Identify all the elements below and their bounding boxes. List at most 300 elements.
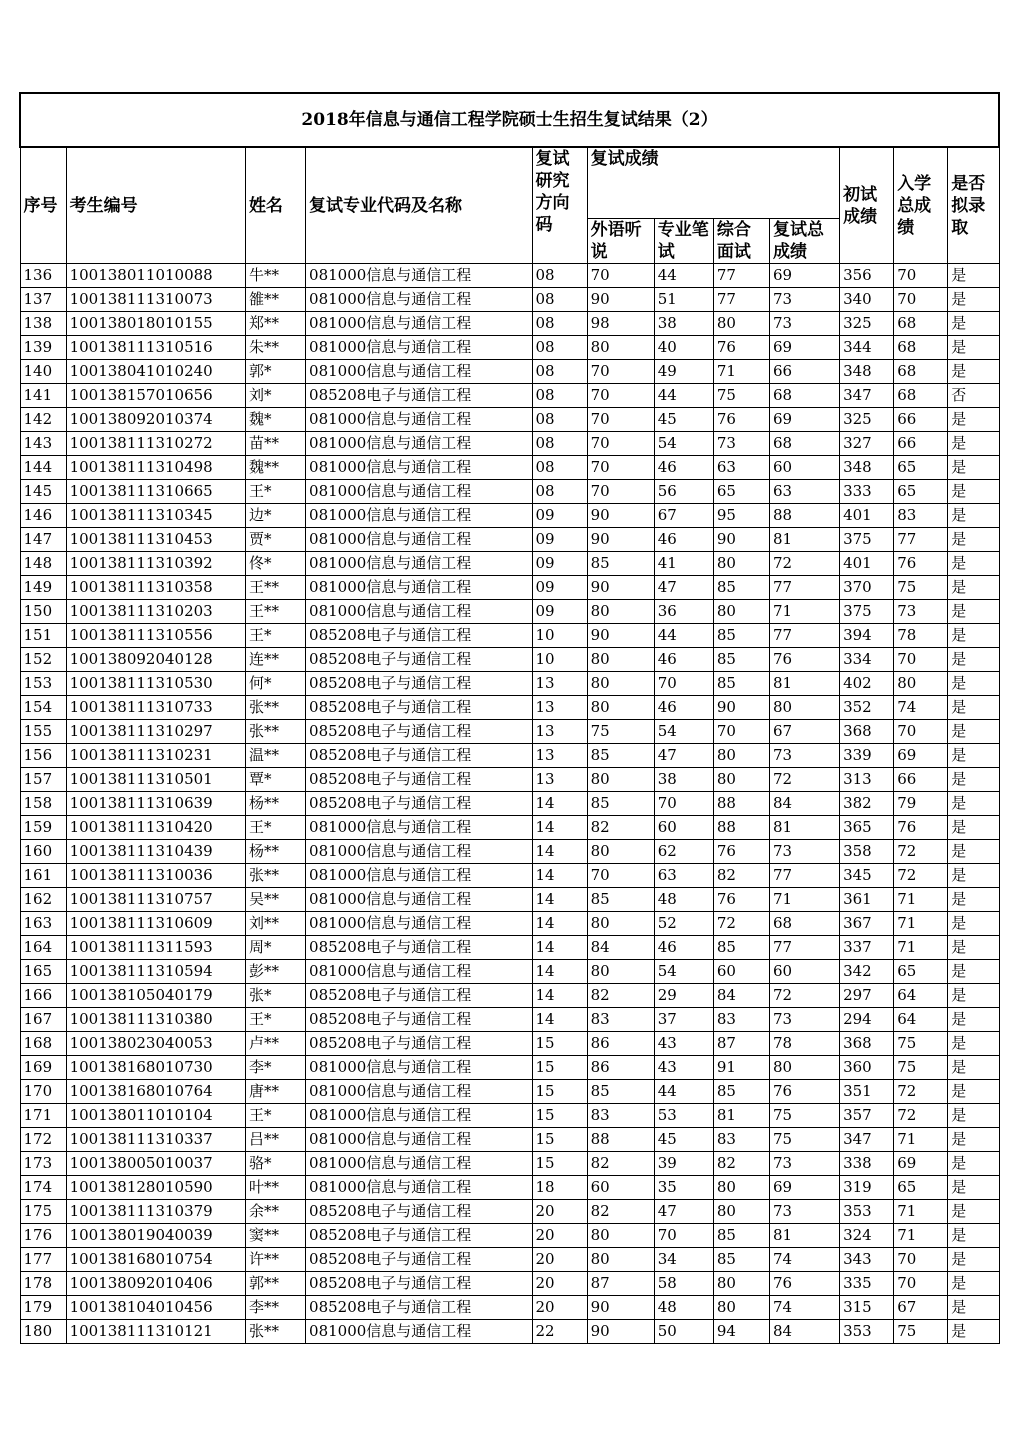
cell-admitted: 是 (948, 1200, 999, 1224)
cell-major-written: 47 (654, 1200, 713, 1224)
cell-exam-id: 100138111310530 (66, 672, 245, 696)
cell-retest-total: 76 (769, 648, 839, 672)
cell-direction: 09 (532, 600, 587, 624)
cell-name: 王* (245, 1008, 305, 1032)
cell-major: 081000信息与通信工程 (306, 1176, 532, 1200)
cell-major: 081000信息与通信工程 (306, 456, 532, 480)
cell-initial: 294 (840, 1008, 894, 1032)
cell-major: 081000信息与通信工程 (306, 408, 532, 432)
cell-major-written: 58 (654, 1272, 713, 1296)
cell-admission-total: 65 (894, 456, 948, 480)
cell-direction: 08 (532, 456, 587, 480)
cell-index: 155 (20, 720, 66, 744)
cell-name: 何* (245, 672, 305, 696)
cell-retest-total: 73 (769, 312, 839, 336)
cell-admitted: 是 (948, 1128, 999, 1152)
cell-name: 杨** (245, 792, 305, 816)
header-exam-id: 考生编号 (66, 147, 245, 264)
cell-admitted: 是 (948, 864, 999, 888)
cell-interview: 77 (713, 288, 769, 312)
cell-major-written: 51 (654, 288, 713, 312)
cell-initial: 357 (840, 1104, 894, 1128)
cell-exam-id: 100138111310733 (66, 696, 245, 720)
cell-retest-total: 60 (769, 960, 839, 984)
cell-initial: 382 (840, 792, 894, 816)
cell-initial: 367 (840, 912, 894, 936)
cell-initial: 375 (840, 600, 894, 624)
header-foreign-lang: 外语听说 (587, 219, 654, 264)
cell-major-written: 43 (654, 1056, 713, 1080)
cell-initial: 338 (840, 1152, 894, 1176)
table-row (20, 1176, 999, 1200)
cell-admitted: 是 (948, 336, 999, 360)
cell-index: 141 (20, 384, 66, 408)
cell-foreign-lang: 84 (587, 936, 654, 960)
cell-name: 窦** (245, 1224, 305, 1248)
cell-admission-total: 65 (894, 960, 948, 984)
cell-index: 170 (20, 1080, 66, 1104)
table-row (20, 264, 999, 288)
cell-name: 王** (245, 576, 305, 600)
cell-admission-total: 72 (894, 1080, 948, 1104)
cell-interview: 81 (713, 1104, 769, 1128)
cell-initial: 402 (840, 672, 894, 696)
cell-major: 081000信息与通信工程 (306, 840, 532, 864)
cell-index: 179 (20, 1296, 66, 1320)
table-row (20, 816, 999, 840)
cell-major: 081000信息与通信工程 (306, 504, 532, 528)
cell-name: 刘* (245, 384, 305, 408)
cell-major-written: 44 (654, 1080, 713, 1104)
cell-interview: 85 (713, 1080, 769, 1104)
table-row (20, 888, 999, 912)
table-row (20, 576, 999, 600)
cell-foreign-lang: 90 (587, 504, 654, 528)
cell-direction: 08 (532, 480, 587, 504)
cell-index: 159 (20, 816, 66, 840)
cell-retest-total: 60 (769, 456, 839, 480)
cell-foreign-lang: 70 (587, 264, 654, 288)
table-row (20, 1272, 999, 1296)
cell-initial: 297 (840, 984, 894, 1008)
table-row (20, 840, 999, 864)
cell-direction: 15 (532, 1128, 587, 1152)
cell-major-written: 62 (654, 840, 713, 864)
cell-foreign-lang: 87 (587, 1272, 654, 1296)
cell-foreign-lang: 70 (587, 432, 654, 456)
cell-index: 138 (20, 312, 66, 336)
cell-major: 081000信息与通信工程 (306, 264, 532, 288)
cell-exam-id: 100138111310501 (66, 768, 245, 792)
cell-exam-id: 100138111310073 (66, 288, 245, 312)
table-row (20, 912, 999, 936)
cell-major: 085208电子与通信工程 (306, 1032, 532, 1056)
table-row (20, 456, 999, 480)
cell-admission-total: 66 (894, 432, 948, 456)
cell-interview: 85 (713, 576, 769, 600)
cell-exam-id: 100138111310594 (66, 960, 245, 984)
cell-retest-total: 68 (769, 432, 839, 456)
cell-major-written: 60 (654, 816, 713, 840)
cell-major-written: 46 (654, 648, 713, 672)
cell-direction: 20 (532, 1248, 587, 1272)
cell-retest-total: 69 (769, 336, 839, 360)
table-row (20, 1008, 999, 1032)
cell-index: 149 (20, 576, 66, 600)
cell-foreign-lang: 85 (587, 888, 654, 912)
cell-index: 142 (20, 408, 66, 432)
cell-direction: 15 (532, 1032, 587, 1056)
cell-admission-total: 72 (894, 840, 948, 864)
table-row (20, 984, 999, 1008)
cell-index: 177 (20, 1248, 66, 1272)
cell-direction: 14 (532, 792, 587, 816)
cell-name: 张** (245, 864, 305, 888)
cell-admission-total: 65 (894, 480, 948, 504)
cell-exam-id: 100138111310757 (66, 888, 245, 912)
cell-exam-id: 100138023040053 (66, 1032, 245, 1056)
cell-major: 081000信息与通信工程 (306, 1104, 532, 1128)
cell-admitted: 是 (948, 1152, 999, 1176)
cell-name: 王* (245, 1104, 305, 1128)
cell-name: 王* (245, 816, 305, 840)
cell-name: 吕** (245, 1128, 305, 1152)
cell-major: 081000信息与通信工程 (306, 576, 532, 600)
cell-initial: 315 (840, 1296, 894, 1320)
cell-index: 151 (20, 624, 66, 648)
header-initial: 初试成绩 (840, 147, 894, 264)
cell-major: 085208电子与通信工程 (306, 720, 532, 744)
cell-name: 连** (245, 648, 305, 672)
cell-direction: 20 (532, 1200, 587, 1224)
cell-name: 彭** (245, 960, 305, 984)
cell-admission-total: 71 (894, 888, 948, 912)
cell-index: 167 (20, 1008, 66, 1032)
cell-major-written: 36 (654, 600, 713, 624)
cell-interview: 94 (713, 1320, 769, 1344)
cell-foreign-lang: 80 (587, 696, 654, 720)
cell-initial: 339 (840, 744, 894, 768)
cell-index: 180 (20, 1320, 66, 1344)
cell-index: 158 (20, 792, 66, 816)
cell-admission-total: 76 (894, 552, 948, 576)
cell-initial: 343 (840, 1248, 894, 1272)
cell-major: 081000信息与通信工程 (306, 432, 532, 456)
table-row (20, 744, 999, 768)
cell-interview: 73 (713, 432, 769, 456)
cell-index: 144 (20, 456, 66, 480)
cell-foreign-lang: 80 (587, 1248, 654, 1272)
cell-initial: 370 (840, 576, 894, 600)
cell-retest-total: 77 (769, 576, 839, 600)
cell-initial: 394 (840, 624, 894, 648)
table-row (20, 1152, 999, 1176)
cell-name: 王* (245, 480, 305, 504)
cell-admission-total: 70 (894, 1272, 948, 1296)
table-row (20, 480, 999, 504)
cell-index: 163 (20, 912, 66, 936)
cell-major: 085208电子与通信工程 (306, 1296, 532, 1320)
cell-foreign-lang: 80 (587, 336, 654, 360)
cell-initial: 368 (840, 1032, 894, 1056)
cell-admission-total: 79 (894, 792, 948, 816)
cell-admission-total: 71 (894, 912, 948, 936)
header-name: 姓名 (245, 147, 305, 264)
cell-exam-id: 100138111310609 (66, 912, 245, 936)
table-row (20, 408, 999, 432)
cell-interview: 82 (713, 864, 769, 888)
header-major: 复试专业代码及名称 (306, 147, 532, 264)
cell-admitted: 是 (948, 1320, 999, 1344)
cell-major-written: 35 (654, 1176, 713, 1200)
cell-admitted: 是 (948, 912, 999, 936)
cell-major-written: 50 (654, 1320, 713, 1344)
cell-retest-total: 72 (769, 552, 839, 576)
cell-major: 081000信息与通信工程 (306, 1128, 532, 1152)
cell-initial: 342 (840, 960, 894, 984)
cell-interview: 90 (713, 528, 769, 552)
cell-admitted: 是 (948, 672, 999, 696)
table-row (20, 792, 999, 816)
table-row (20, 1056, 999, 1080)
cell-initial: 353 (840, 1320, 894, 1344)
cell-direction: 15 (532, 1080, 587, 1104)
cell-name: 牛** (245, 264, 305, 288)
cell-index: 178 (20, 1272, 66, 1296)
cell-initial: 324 (840, 1224, 894, 1248)
cell-retest-total: 88 (769, 504, 839, 528)
cell-direction: 20 (532, 1272, 587, 1296)
cell-admission-total: 75 (894, 1032, 948, 1056)
cell-interview: 90 (713, 696, 769, 720)
cell-admission-total: 71 (894, 936, 948, 960)
cell-initial: 348 (840, 456, 894, 480)
cell-index: 171 (20, 1104, 66, 1128)
cell-retest-total: 76 (769, 1272, 839, 1296)
cell-admitted: 是 (948, 312, 999, 336)
cell-major: 081000信息与通信工程 (306, 1152, 532, 1176)
cell-exam-id: 100138168010754 (66, 1248, 245, 1272)
cell-exam-id: 100138111310203 (66, 600, 245, 624)
cell-interview: 63 (713, 456, 769, 480)
cell-direction: 08 (532, 360, 587, 384)
cell-admission-total: 78 (894, 624, 948, 648)
cell-retest-total: 72 (769, 984, 839, 1008)
cell-major-written: 38 (654, 312, 713, 336)
cell-major: 081000信息与通信工程 (306, 480, 532, 504)
cell-major-written: 52 (654, 912, 713, 936)
cell-index: 136 (20, 264, 66, 288)
cell-initial: 319 (840, 1176, 894, 1200)
cell-direction: 08 (532, 312, 587, 336)
cell-initial: 347 (840, 1128, 894, 1152)
cell-admission-total: 76 (894, 816, 948, 840)
table-row (20, 432, 999, 456)
cell-direction: 08 (532, 384, 587, 408)
cell-name: 郑** (245, 312, 305, 336)
cell-retest-total: 73 (769, 1008, 839, 1032)
cell-exam-id: 100138018010155 (66, 312, 245, 336)
cell-index: 166 (20, 984, 66, 1008)
cell-admission-total: 66 (894, 768, 948, 792)
cell-major-written: 63 (654, 864, 713, 888)
cell-interview: 82 (713, 1152, 769, 1176)
header-retest-total: 复试总成绩 (769, 219, 839, 264)
table-row (20, 312, 999, 336)
cell-name: 雒** (245, 288, 305, 312)
table-row (20, 1320, 999, 1344)
cell-major-written: 44 (654, 624, 713, 648)
cell-direction: 14 (532, 840, 587, 864)
cell-admission-total: 74 (894, 696, 948, 720)
cell-name: 张** (245, 720, 305, 744)
cell-exam-id: 100138092010374 (66, 408, 245, 432)
cell-direction: 09 (532, 504, 587, 528)
cell-name: 张* (245, 984, 305, 1008)
cell-admitted: 是 (948, 528, 999, 552)
cell-exam-id: 100138111310420 (66, 816, 245, 840)
cell-admitted: 是 (948, 1056, 999, 1080)
cell-admitted: 是 (948, 1008, 999, 1032)
cell-admitted: 是 (948, 1176, 999, 1200)
cell-foreign-lang: 90 (587, 288, 654, 312)
cell-exam-id: 100138111310453 (66, 528, 245, 552)
cell-admission-total: 68 (894, 336, 948, 360)
cell-exam-id: 100138092010406 (66, 1272, 245, 1296)
cell-admitted: 是 (948, 456, 999, 480)
table-row (20, 384, 999, 408)
cell-name: 佟* (245, 552, 305, 576)
cell-initial: 334 (840, 648, 894, 672)
cell-admitted: 是 (948, 720, 999, 744)
cell-retest-total: 78 (769, 1032, 839, 1056)
cell-admission-total: 70 (894, 648, 948, 672)
cell-admission-total: 75 (894, 1320, 948, 1344)
cell-interview: 88 (713, 792, 769, 816)
cell-retest-total: 84 (769, 792, 839, 816)
cell-index: 143 (20, 432, 66, 456)
cell-retest-total: 81 (769, 816, 839, 840)
cell-index: 153 (20, 672, 66, 696)
cell-direction: 08 (532, 336, 587, 360)
table-row (20, 288, 999, 312)
cell-exam-id: 100138111310665 (66, 480, 245, 504)
cell-direction: 20 (532, 1224, 587, 1248)
table-row (20, 624, 999, 648)
cell-direction: 13 (532, 696, 587, 720)
cell-index: 168 (20, 1032, 66, 1056)
cell-exam-id: 100138168010764 (66, 1080, 245, 1104)
cell-initial: 347 (840, 384, 894, 408)
cell-index: 157 (20, 768, 66, 792)
cell-direction: 08 (532, 432, 587, 456)
cell-admission-total: 70 (894, 288, 948, 312)
cell-admission-total: 68 (894, 384, 948, 408)
cell-major-written: 56 (654, 480, 713, 504)
cell-exam-id: 100138111310379 (66, 1200, 245, 1224)
cell-foreign-lang: 80 (587, 1224, 654, 1248)
cell-admitted: 是 (948, 816, 999, 840)
cell-initial: 345 (840, 864, 894, 888)
cell-admission-total: 77 (894, 528, 948, 552)
cell-interview: 80 (713, 600, 769, 624)
cell-major: 081000信息与通信工程 (306, 600, 532, 624)
header-interview: 综合面试 (713, 219, 769, 264)
cell-major-written: 48 (654, 888, 713, 912)
cell-interview: 87 (713, 1032, 769, 1056)
cell-initial: 358 (840, 840, 894, 864)
cell-admission-total: 83 (894, 504, 948, 528)
cell-initial: 333 (840, 480, 894, 504)
cell-name: 王** (245, 600, 305, 624)
cell-major-written: 44 (654, 384, 713, 408)
table-row (20, 648, 999, 672)
cell-index: 146 (20, 504, 66, 528)
cell-name: 郭** (245, 1272, 305, 1296)
cell-direction: 09 (532, 552, 587, 576)
cell-admission-total: 64 (894, 1008, 948, 1032)
cell-foreign-lang: 90 (587, 528, 654, 552)
cell-exam-id: 100138111310121 (66, 1320, 245, 1344)
cell-major: 085208电子与通信工程 (306, 1248, 532, 1272)
cell-initial: 325 (840, 408, 894, 432)
table-row (20, 504, 999, 528)
cell-admission-total: 71 (894, 1224, 948, 1248)
cell-interview: 80 (713, 312, 769, 336)
cell-retest-total: 63 (769, 480, 839, 504)
cell-initial: 340 (840, 288, 894, 312)
cell-major: 081000信息与通信工程 (306, 360, 532, 384)
cell-index: 156 (20, 744, 66, 768)
cell-major-written: 46 (654, 936, 713, 960)
cell-initial: 356 (840, 264, 894, 288)
cell-admitted: 是 (948, 576, 999, 600)
cell-retest-total: 69 (769, 1176, 839, 1200)
cell-direction: 14 (532, 1008, 587, 1032)
cell-exam-id: 100138011010088 (66, 264, 245, 288)
cell-exam-id: 100138128010590 (66, 1176, 245, 1200)
cell-direction: 14 (532, 984, 587, 1008)
cell-retest-total: 77 (769, 624, 839, 648)
cell-name: 许** (245, 1248, 305, 1272)
cell-retest-total: 80 (769, 696, 839, 720)
cell-interview: 91 (713, 1056, 769, 1080)
cell-admission-total: 71 (894, 1128, 948, 1152)
table-row (20, 600, 999, 624)
table-row (20, 672, 999, 696)
cell-major-written: 43 (654, 1032, 713, 1056)
cell-exam-id: 100138168010730 (66, 1056, 245, 1080)
cell-name: 刘** (245, 912, 305, 936)
cell-foreign-lang: 60 (587, 1176, 654, 1200)
cell-index: 174 (20, 1176, 66, 1200)
cell-major-written: 46 (654, 528, 713, 552)
cell-major-written: 47 (654, 744, 713, 768)
cell-major-written: 54 (654, 720, 713, 744)
cell-admission-total: 64 (894, 984, 948, 1008)
cell-direction: 08 (532, 288, 587, 312)
cell-interview: 85 (713, 1248, 769, 1272)
cell-direction: 15 (532, 1152, 587, 1176)
header-retest-scores: 复试成绩 (587, 147, 839, 219)
cell-direction: 14 (532, 888, 587, 912)
cell-admitted: 是 (948, 888, 999, 912)
cell-major: 081000信息与通信工程 (306, 1320, 532, 1344)
cell-admitted: 是 (948, 480, 999, 504)
cell-exam-id: 100138157010656 (66, 384, 245, 408)
cell-admitted: 否 (948, 384, 999, 408)
cell-major: 085208电子与通信工程 (306, 1272, 532, 1296)
